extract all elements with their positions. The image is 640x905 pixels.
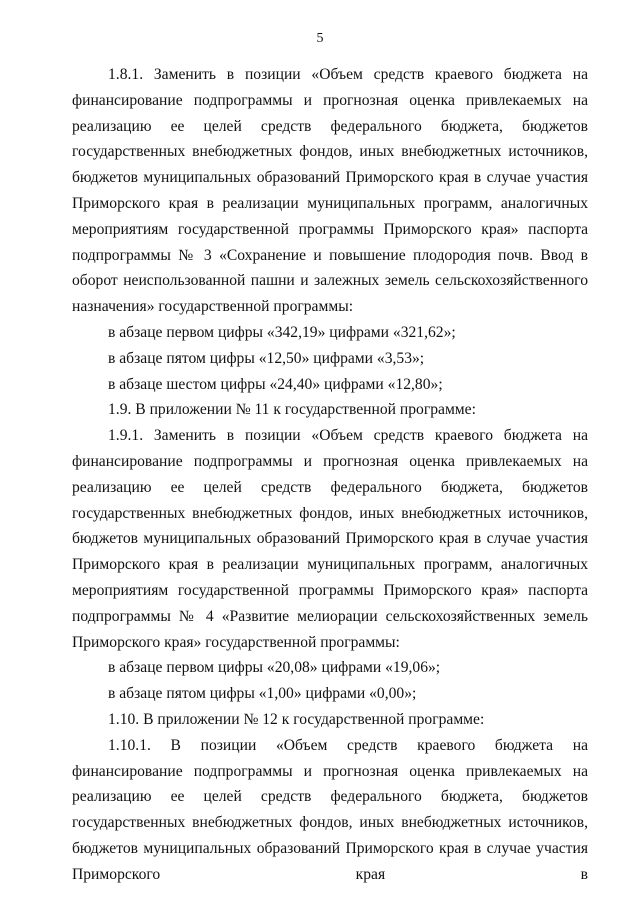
- paragraph-1-10-1: 1.10.1. В позиции «Объем средств краевого бюджета на финансирование подпрограммы и прогнозная оценка привлекаемых на реализацию ее целей средств федерального бюджета, бюджетов государственных внебюджетных фондов, иных внебюджетных источников, бюджетов муниципальных образований Приморского края в случае участия Приморского края в: [72, 736, 588, 883]
- document-body: [72, 62, 588, 888]
- paragraph-1-9-1: 1.9.1. Заменить в позиции «Объем средств краевого бюджета на финансирование подпрограммы и прогнозная оценка привлекаемых на реализацию ее целей средств федерального бюджета, бюджетов государственных внебюджетных фондов, иных внебюджетных источников, бюджетов муниципальных образований Приморского края в случае участия Приморского края в реализации муниципальных программ, аналогичных мероприятиям государственной программы Приморского края» паспорта подпрограммы № 4 «Развитие мелиорации сельскохозяйственных земель Приморского края» государственной программы:: [72, 427, 588, 651]
- paragraph-amend-first-2: в абзаце первом цифры «20,08» цифрами «19,06»;: [108, 659, 441, 677]
- paragraph-amend-first: в абзаце первом цифры «342,19» цифрами «321,62»;: [108, 323, 456, 341]
- paragraph-1-10: 1.10. В приложении № 12 к государственной программе:: [108, 710, 485, 728]
- paragraph-1-9: 1.9. В приложении № 11 к государственной программе:: [108, 401, 476, 419]
- paragraph-amend-sixth: в абзаце шестом цифры «24,40» цифрами «12,80»;: [108, 375, 443, 393]
- paragraph-amend-fifth: в абзаце пятом цифры «12,50» цифрами «3,53»;: [108, 349, 425, 367]
- page-number: 5: [316, 31, 324, 46]
- paragraph-amend-fifth-2: в абзаце пятом цифры «1,00» цифрами «0,00»;: [108, 685, 417, 703]
- paragraph-1-8-1: 1.8.1. Заменить в позиции «Объем средств краевого бюджета на финансирование подпрограммы и прогнозная оценка привлекаемых на реализацию ее целей средств федерального бюджета, бюджетов государственных внебюджетных фондов, иных внебюджетных источников, бюджетов муниципальных образований Приморского края в случае участия Приморского края в реализации муниципальных программ, аналогичных мероприятиям государственной программы Приморского края» паспорта подпрограммы № 3 «Сохранение и повышение плодородия почв. Ввод в оборот неиспользованной пашни и залежных земель сельскохозяйственного назначения» государственной программы:: [72, 66, 588, 316]
